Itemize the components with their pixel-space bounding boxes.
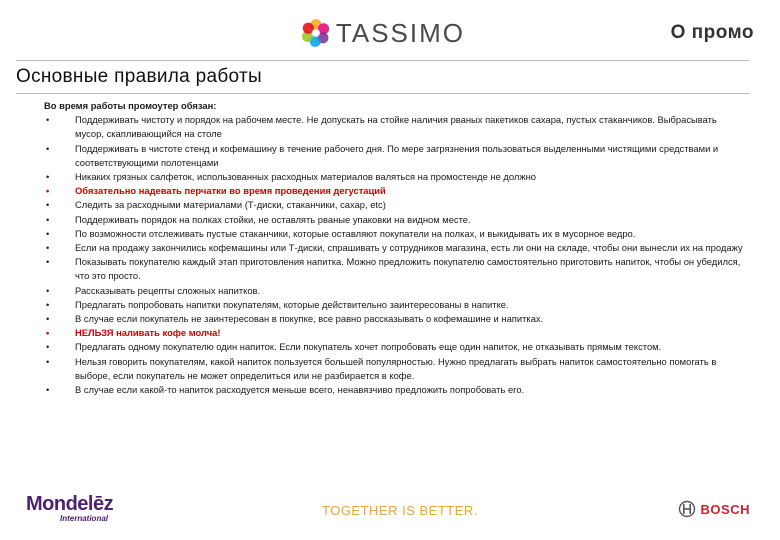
rule-text: Никаких грязных салфеток, использованных расходных материалов валяться на промостенде не должно (75, 171, 536, 183)
rule-text: В случае если покупатель не заинтересован в покупке, все равно рассказывать о кофемашине и напитках. (75, 313, 544, 325)
bullet-icon: • (46, 242, 50, 254)
bosch-logo (678, 500, 750, 518)
rule-text: Обязательно надевать перчатки во время проведения дегустаций (75, 185, 386, 197)
rule-item (44, 355, 744, 383)
bullet-icon: • (46, 227, 50, 239)
mondelez-wordmark: Mondelēz (26, 493, 114, 515)
rule-text: Предлагать одному покупателю один напиток. Если покупатель хочет попробовать еще один напиток, не отказывать прямым текстом. (75, 341, 662, 353)
bullet-icon: • (46, 114, 50, 126)
rule-item (44, 326, 744, 340)
rules-list (44, 113, 744, 397)
bullet-icon: • (46, 256, 50, 268)
rule-text: Поддерживать чистоту и порядок на рабочем месте. Не допускать на стойке наличия рваных пакетиков сахара, пустых стаканчиков. Выбрасывать мусор, скапливающийся на столе (75, 114, 717, 140)
section-label: О промо (670, 22, 754, 43)
rule-item (44, 184, 744, 198)
rules-content (44, 99, 744, 397)
bullet-icon: • (46, 213, 50, 225)
bullet-icon: • (46, 341, 50, 353)
rule-item (44, 170, 744, 184)
bosch-wordmark: BOSCH (700, 501, 750, 517)
rule-item (44, 284, 744, 298)
bullet-icon: • (46, 313, 50, 325)
rule-text: В случае если какой-то напиток расходуется меньше всего, ненавязчиво предложить попробовать его. (75, 384, 525, 396)
rule-item (44, 227, 744, 241)
bullet-icon: • (46, 171, 50, 183)
rule-item (44, 312, 744, 326)
footer-tagline: TOGETHER IS BETTER. (322, 503, 478, 518)
bullet-icon: • (46, 185, 50, 197)
rule-text: Поддерживать в чистоте стенд и кофемашину в течение рабочего дня. По мере загрязнения пользоваться выделенными чистящими средствами и соответствующими полотенцами (75, 142, 719, 168)
bullet-icon: • (46, 142, 50, 154)
bullet-icon: • (46, 355, 50, 367)
mondelez-logo (26, 494, 126, 526)
rule-item (44, 142, 744, 170)
rule-text: НЕЛЬЗЯ наливать кофе молча! (75, 327, 221, 339)
rule-item (44, 213, 744, 227)
rule-item (44, 241, 744, 255)
tassimo-flower-icon (300, 10, 332, 56)
bullet-icon: • (46, 384, 50, 396)
rule-item (44, 198, 744, 212)
rule-text: По возможности отслеживать пустые стаканчики, которые оставляют покупатели на полках, и выкидывать их в мусорное ведро. (75, 227, 636, 239)
rule-text: Поддерживать порядок на полках стойки, не оставлять рваные упаковки на видном месте. (75, 213, 471, 225)
bullet-icon: • (46, 199, 50, 211)
rule-text: Если на продажу закончились кофемашины или Т-диски, спрашивать у сотрудников магазина, есть ли они на складе, чтобы они вынесли их на продажу (75, 242, 743, 254)
top-divider (16, 60, 750, 61)
rule-item (44, 383, 744, 397)
rule-item (44, 113, 744, 141)
bosch-armature-icon (678, 500, 696, 518)
tassimo-logo (300, 10, 465, 56)
rule-text: Предлагать попробовать напитки покупателям, которые действительно заинтересованы в напитке. (75, 298, 509, 310)
tassimo-wordmark: TASSIMO (335, 17, 465, 48)
rule-text: Следить за расходными материалами (Т-диски, стаканчики, сахар, etc) (75, 199, 386, 211)
bullet-icon: • (46, 327, 50, 339)
rule-item (44, 340, 744, 354)
rule-text: Нельзя говорить покупателям, какой напиток пользуется большей популярностью. Нужно предлагать выбрать напиток самостоятельно помогать в выборе, если покупатель не может определиться или не разбирается в кофе. (75, 355, 717, 381)
mondelez-subtitle: International (60, 514, 109, 523)
rule-item (44, 298, 744, 312)
bullet-icon: • (46, 298, 50, 310)
page-title: Основные правила работы (16, 66, 262, 87)
title-divider (16, 93, 750, 94)
rule-text: Рассказывать рецепты сложных напитков. (75, 284, 261, 296)
rule-item (44, 255, 744, 283)
bullet-icon: • (46, 284, 50, 296)
rule-text: Показывать покупателю каждый этап приготовления напитка. Можно предложить покупателю самостоятельно приготовить напиток, чтобы он убедился, что это просто. (75, 256, 741, 282)
intro-text: Во время работы промоутер обязан: (44, 100, 217, 111)
